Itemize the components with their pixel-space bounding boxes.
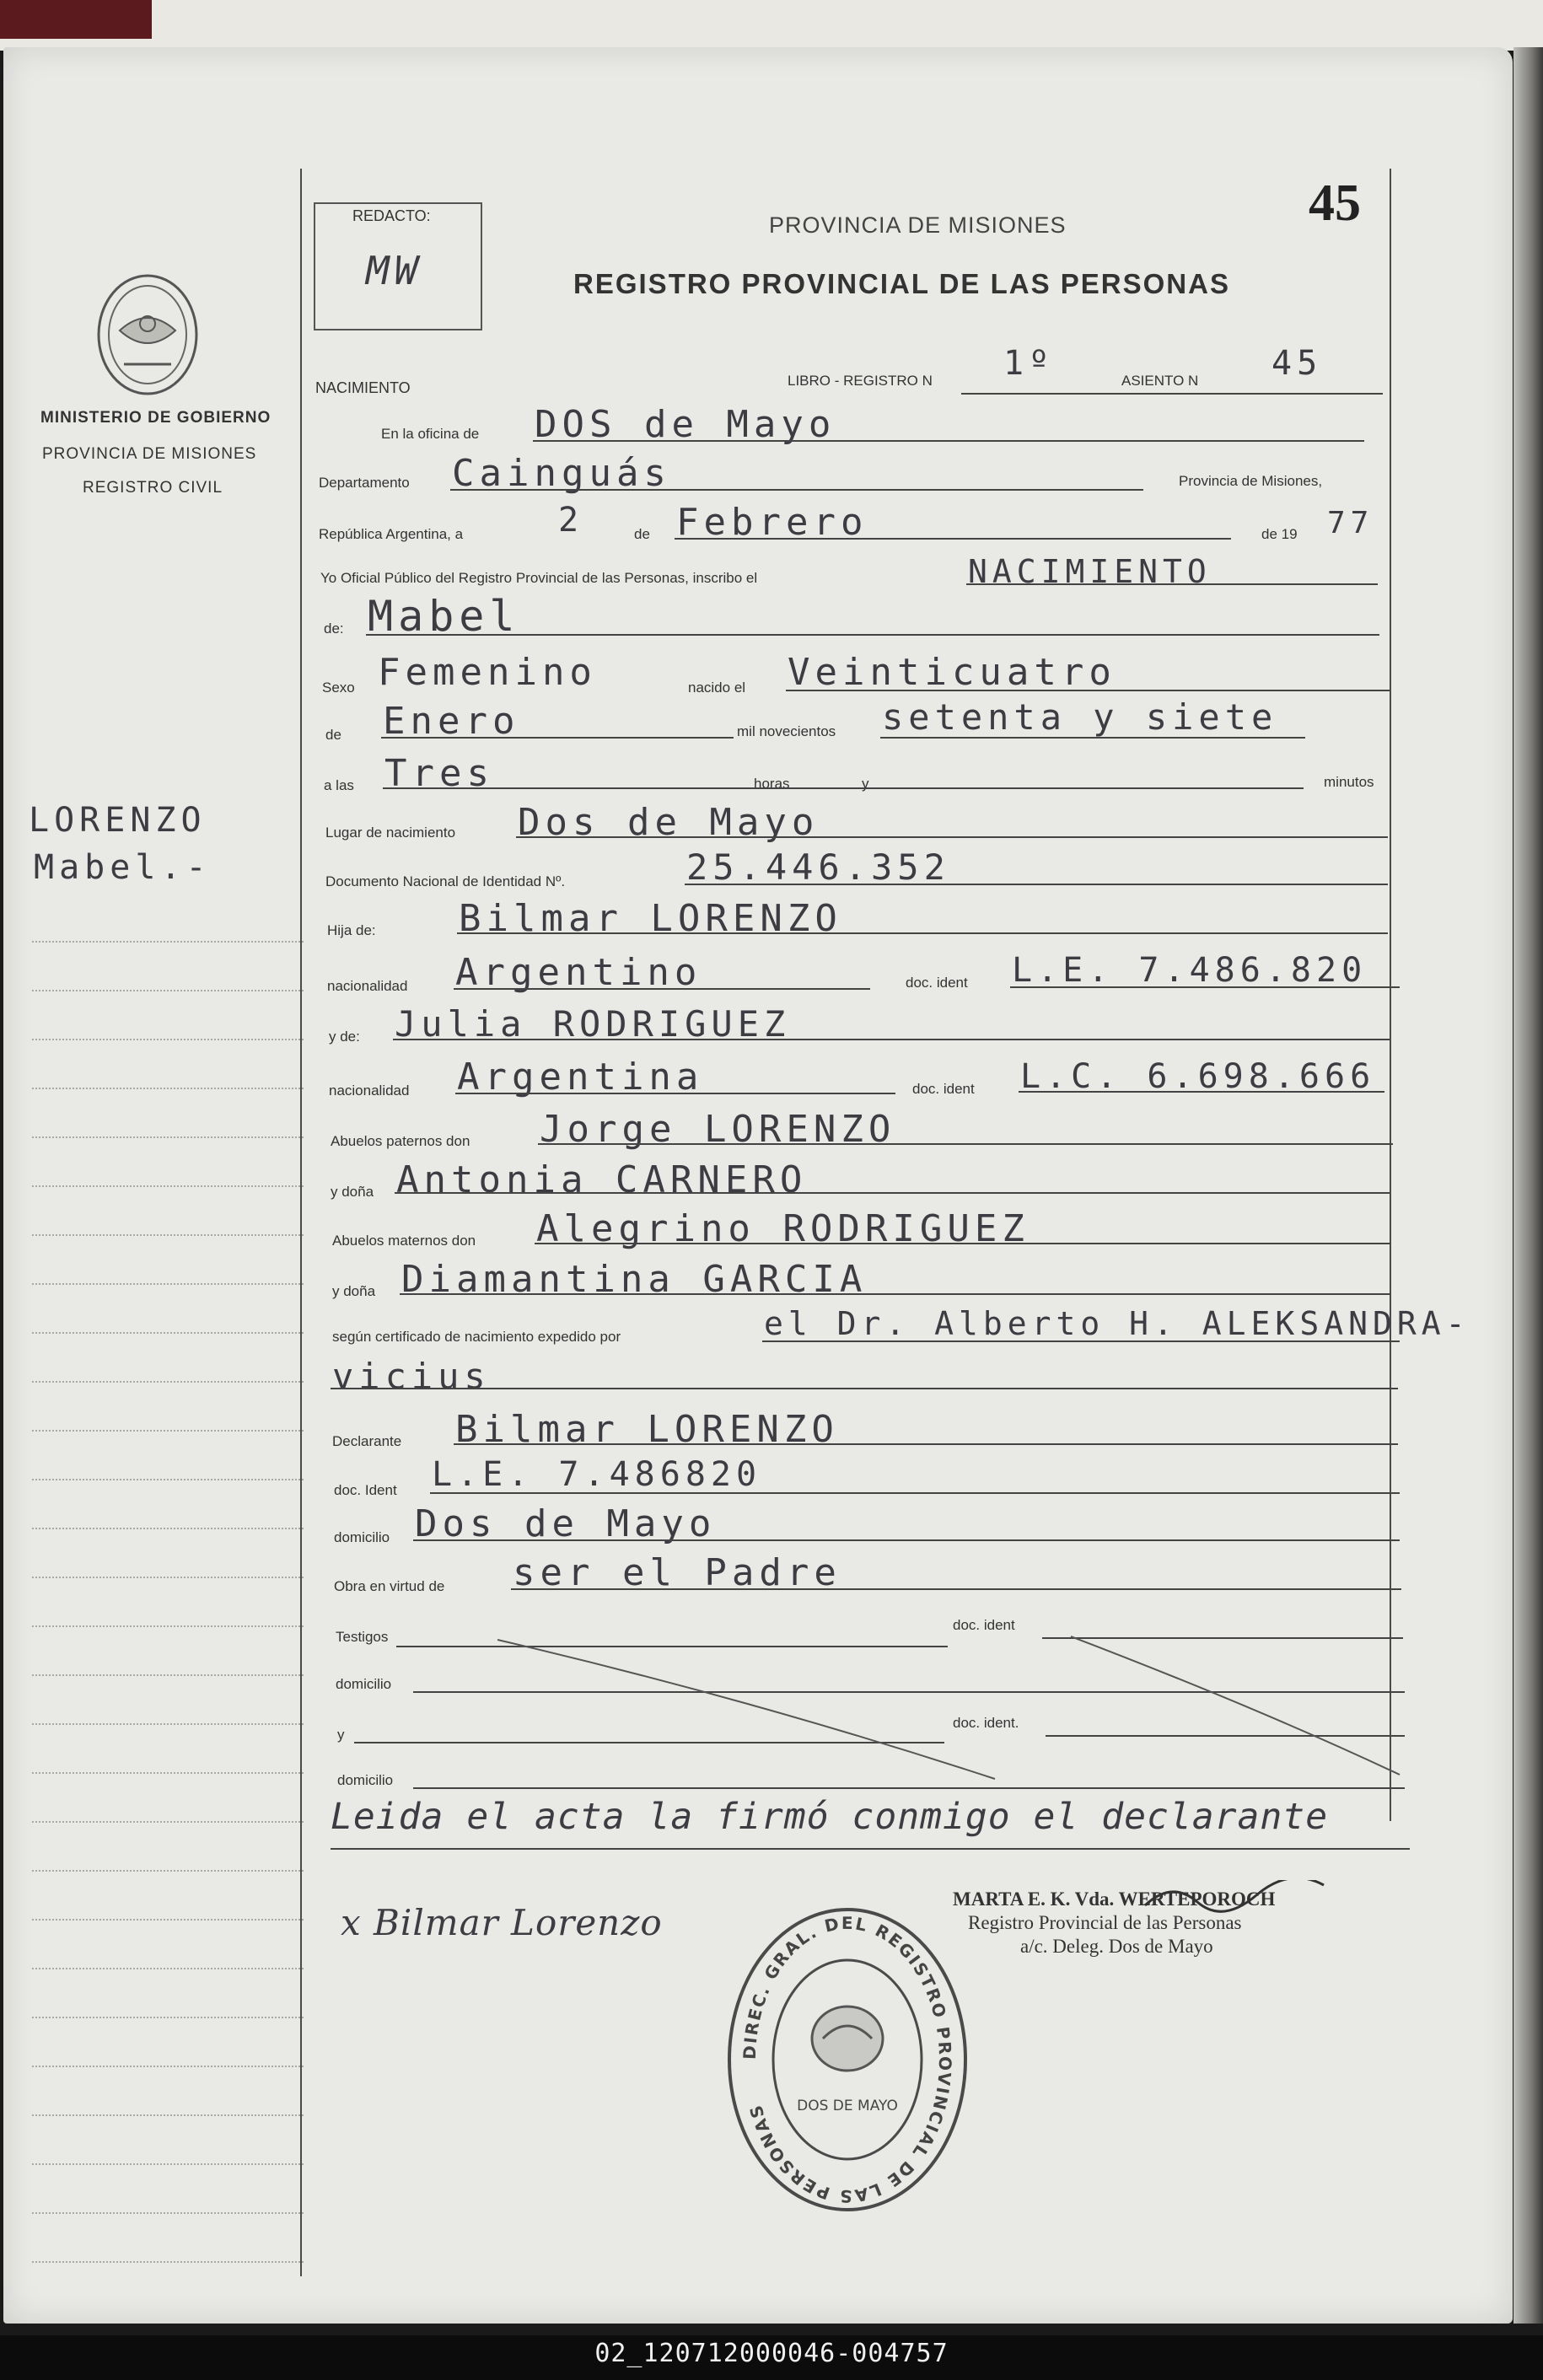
docident-madre-label: doc. ident <box>912 1081 975 1097</box>
margin-ruled-line <box>32 1674 304 1676</box>
official-signature-scribble <box>1138 1880 1332 1914</box>
margin-note-surname: LORENZO <box>29 801 207 840</box>
margin-ruled-line <box>32 1234 304 1236</box>
oficial-label: Yo Oficial Público del Registro Provincial de las Personas, inscribo el <box>320 570 758 586</box>
doc-madre-underline <box>1019 1091 1384 1093</box>
margin-ruled-line <box>32 1088 304 1089</box>
minutos-label: minutos <box>1324 774 1374 790</box>
republica-label: República Argentina, a <box>319 526 464 542</box>
abuelos-mat-label: Abuelos maternos don <box>332 1233 476 1249</box>
horas-label: horas <box>754 776 790 792</box>
departamento-value: Cainguás <box>452 452 671 495</box>
padre-underline <box>457 932 1388 934</box>
madre-value: Julia RODRIGUEZ <box>395 1003 791 1045</box>
docident-declarante-label: doc. Ident <box>334 1482 397 1498</box>
dni-underline <box>685 884 1388 885</box>
nac-madre-value: Argentina <box>457 1056 704 1099</box>
margin-ruled-line <box>32 1821 304 1823</box>
hija-label: Hija de: <box>327 922 376 938</box>
mes-nac-value: Enero <box>383 700 520 743</box>
anio-value: 77 <box>1327 506 1374 540</box>
declarant-signature: x Bilmar Lorenzo <box>341 1902 663 1943</box>
mes-value: Febrero <box>676 501 868 544</box>
de-nombre-label: de: <box>324 621 344 637</box>
abuelo-pat-value: Jorge LORENZO <box>540 1108 896 1151</box>
oficina-underline <box>533 440 1364 442</box>
abuela-mat-underline <box>400 1293 1391 1295</box>
domicilio-value: Dos de Mayo <box>415 1502 717 1545</box>
alas-value: Tres <box>384 752 494 795</box>
closing-underline <box>331 1848 1410 1850</box>
obra-value: ser el Padre <box>513 1551 841 1594</box>
certificado-underline <box>762 1340 1400 1342</box>
sexo-value: Femenino <box>378 651 597 694</box>
anio-nac-underline <box>880 737 1305 739</box>
margin-ruled-line <box>32 1528 304 1529</box>
anio-nac-value: setenta y siete <box>882 696 1278 738</box>
margin-note-name: Mabel.- <box>34 848 212 887</box>
margin-ruled-line <box>32 1625 304 1627</box>
ministry-line2: PROVINCIA DE MISIONES <box>42 445 257 463</box>
mes-underline <box>675 538 1231 540</box>
certificado-value2: vicius <box>332 1356 491 1397</box>
book-spine-shadow <box>1513 47 1543 2324</box>
abuela-pat-underline <box>395 1192 1390 1194</box>
domicilio-testigo-label: domicilio <box>336 1676 392 1692</box>
margin-ruled-line <box>32 1381 304 1383</box>
margin-ruled-line <box>32 1283 304 1285</box>
provincial-crest-icon <box>94 271 201 398</box>
abuela-mat-value: Diamantina GARCIA <box>401 1258 868 1301</box>
hora-underline <box>383 787 1304 789</box>
ydona-mat-label: y doña <box>332 1283 376 1299</box>
abuela-pat-value: Antonia CARNERO <box>396 1158 808 1201</box>
certificado2-underline <box>331 1388 1398 1389</box>
margin-ruled-line <box>32 941 304 943</box>
obra-label: Obra en virtud de <box>334 1578 445 1594</box>
margin-ruled-line <box>32 1185 304 1187</box>
dia-value: 2 <box>558 501 584 540</box>
oficina-label: En la oficina de <box>381 426 480 442</box>
page-number: 45 <box>1309 175 1361 232</box>
docident-testigo-label: doc. ident <box>953 1617 1015 1633</box>
ministry-line1: MINISTERIO DE GOBIERNO <box>40 409 272 427</box>
nacido-underline <box>786 690 1390 691</box>
departamento-underline <box>450 489 1143 491</box>
nac-padre-value: Argentino <box>455 951 702 994</box>
y-testigo2-label: y <box>337 1727 345 1743</box>
abuelo-mat-value: Alegrino RODRIGUEZ <box>536 1207 1030 1250</box>
nacido-label: nacido el <box>688 680 746 696</box>
margin-ruled-line <box>32 2066 304 2067</box>
margin-ruled-line <box>32 1577 304 1578</box>
libro-label: LIBRO - REGISTRO N <box>788 373 933 389</box>
margin-ruled-line <box>32 1479 304 1480</box>
libro-underline <box>961 393 1383 395</box>
margin-ruled-line <box>32 2017 304 2018</box>
padre-value: Bilmar LORENZO <box>459 897 842 940</box>
book-cover-corner <box>0 0 152 39</box>
obra-underline <box>511 1588 1401 1590</box>
page-top-edge <box>0 0 1543 51</box>
doc-padre-underline <box>1010 986 1400 988</box>
margin-ruled-line <box>32 1430 304 1432</box>
svg-text:DOS DE MAYO: DOS DE MAYO <box>797 2098 898 2114</box>
redacto-box <box>314 202 482 330</box>
abuelo-pat-underline <box>538 1143 1393 1145</box>
doc-declarante-underline <box>430 1492 1400 1494</box>
docident-padre-label: doc. ident <box>906 975 968 991</box>
certificado-value: el Dr. Alberto H. ALEKSANDRA- <box>764 1305 1470 1342</box>
nac-madre-underline <box>455 1093 895 1094</box>
asiento-label: ASIENTO N <box>1121 373 1199 389</box>
departamento-label: Departamento <box>319 475 410 491</box>
yde-label: y de: <box>329 1029 360 1045</box>
de-label: de <box>634 526 650 542</box>
margin-ruled-line <box>32 2163 304 2165</box>
margin-ruled-line <box>32 2261 304 2263</box>
margin-ruled-line <box>32 1332 304 1334</box>
margin-ruled-line <box>32 2212 304 2214</box>
svg-text:DIREC. GRAL. DEL REGISTRO PROV: DIREC. GRAL. DEL REGISTRO PROVINCIAL DE LAS PERSONAS <box>739 1912 956 2207</box>
left-frame-line <box>300 169 302 2276</box>
nac-padre-underline <box>454 988 870 990</box>
official-office: a/c. Deleg. Dos de Mayo <box>1020 1936 1213 1957</box>
margin-ruled-line <box>32 1919 304 1921</box>
margin-ruled-line <box>32 990 304 991</box>
redacto-label: REDACTO: <box>352 207 431 224</box>
margin-ruled-line <box>32 2114 304 2116</box>
nacimiento-label: NACIMIENTO <box>315 379 411 396</box>
oficial-underline <box>966 583 1378 585</box>
doc-madre-value: L.C. 6.698.666 <box>1020 1057 1376 1096</box>
margin-ruled-line <box>32 1136 304 1138</box>
domicilio-underline <box>413 1539 1400 1541</box>
abuelo-mat-underline <box>535 1243 1391 1244</box>
anio-label: de 19 <box>1261 526 1298 542</box>
official-name: MARTA E. K. Vda. WERTEPOROCH <box>953 1888 1276 1910</box>
libro-value: 1º <box>1003 344 1055 383</box>
certificado-label: según certificado de nacimiento expedido por <box>332 1329 621 1345</box>
margin-ruled-line <box>32 1968 304 1969</box>
dni-label: Documento Nacional de Identidad Nº. <box>325 873 566 889</box>
closing-statement: Leida el acta la firmó conmigo el declarante <box>331 1796 1329 1838</box>
margin-ruled-line <box>32 1039 304 1040</box>
lugar-label: Lugar de nacimiento <box>325 825 456 841</box>
province-heading: PROVINCIA DE MISIONES <box>769 212 1067 238</box>
redacto-initials: MW <box>366 248 423 293</box>
registry-seal-stamp <box>722 1904 973 2216</box>
alas-label: a las <box>324 777 354 793</box>
oficial-value: NACIMIENTO <box>968 553 1212 590</box>
mil-label: mil novecientos <box>737 723 836 739</box>
dni-value: 25.446.352 <box>686 846 950 888</box>
declarante-label: Declarante <box>332 1433 402 1449</box>
domicilio-testigo2-label: domicilio <box>337 1772 394 1788</box>
lugar-value: Dos de Mayo <box>518 801 820 844</box>
testigos-label: Testigos <box>336 1629 389 1645</box>
oficina-value: DOS de Mayo <box>535 403 836 446</box>
domicilio-label: domicilio <box>334 1529 390 1545</box>
doc-declarante-value: L.E. 7.486820 <box>432 1455 762 1494</box>
y-label: y <box>862 776 869 792</box>
sexo-label: Sexo <box>322 680 355 696</box>
margin-ruled-line <box>32 1772 304 1774</box>
official-title: Registro Provincial de las Personas <box>968 1912 1242 1933</box>
margin-ruled-line <box>32 1723 304 1725</box>
de-mes-label: de <box>325 727 341 743</box>
provincia-label: Provincia de Misiones, <box>1179 473 1323 489</box>
ydona-pat-label: y doña <box>331 1184 374 1200</box>
doc-padre-value: L.E. 7.486.820 <box>1012 951 1368 990</box>
madre-underline <box>393 1039 1390 1040</box>
abuelos-pat-label: Abuelos paternos don <box>331 1133 470 1149</box>
declarante-underline <box>454 1443 1398 1445</box>
ministry-line3: REGISTRO CIVIL <box>83 479 223 497</box>
nombre-value: Mabel <box>368 592 520 641</box>
witness-strike-lines <box>497 1631 1425 1800</box>
docident-testigo2-label: doc. ident. <box>953 1715 1019 1731</box>
nacionalidad-padre-label: nacionalidad <box>327 978 408 994</box>
registry-heading: REGISTRO PROVINCIAL DE LAS PERSONAS <box>573 268 1230 299</box>
margin-ruled-line <box>32 1870 304 1872</box>
lugar-underline <box>516 836 1388 838</box>
asiento-value: 45 <box>1271 344 1323 383</box>
declarante-value: Bilmar LORENZO <box>455 1408 839 1451</box>
mes-nac-underline <box>381 737 734 739</box>
image-caption: 02_120712000046-004757 <box>594 2339 949 2368</box>
right-frame-line <box>1390 169 1391 1821</box>
nacido-value: Veinticuatro <box>788 651 1116 694</box>
nacionalidad-madre-label: nacionalidad <box>329 1083 410 1099</box>
nombre-underline <box>366 634 1379 636</box>
